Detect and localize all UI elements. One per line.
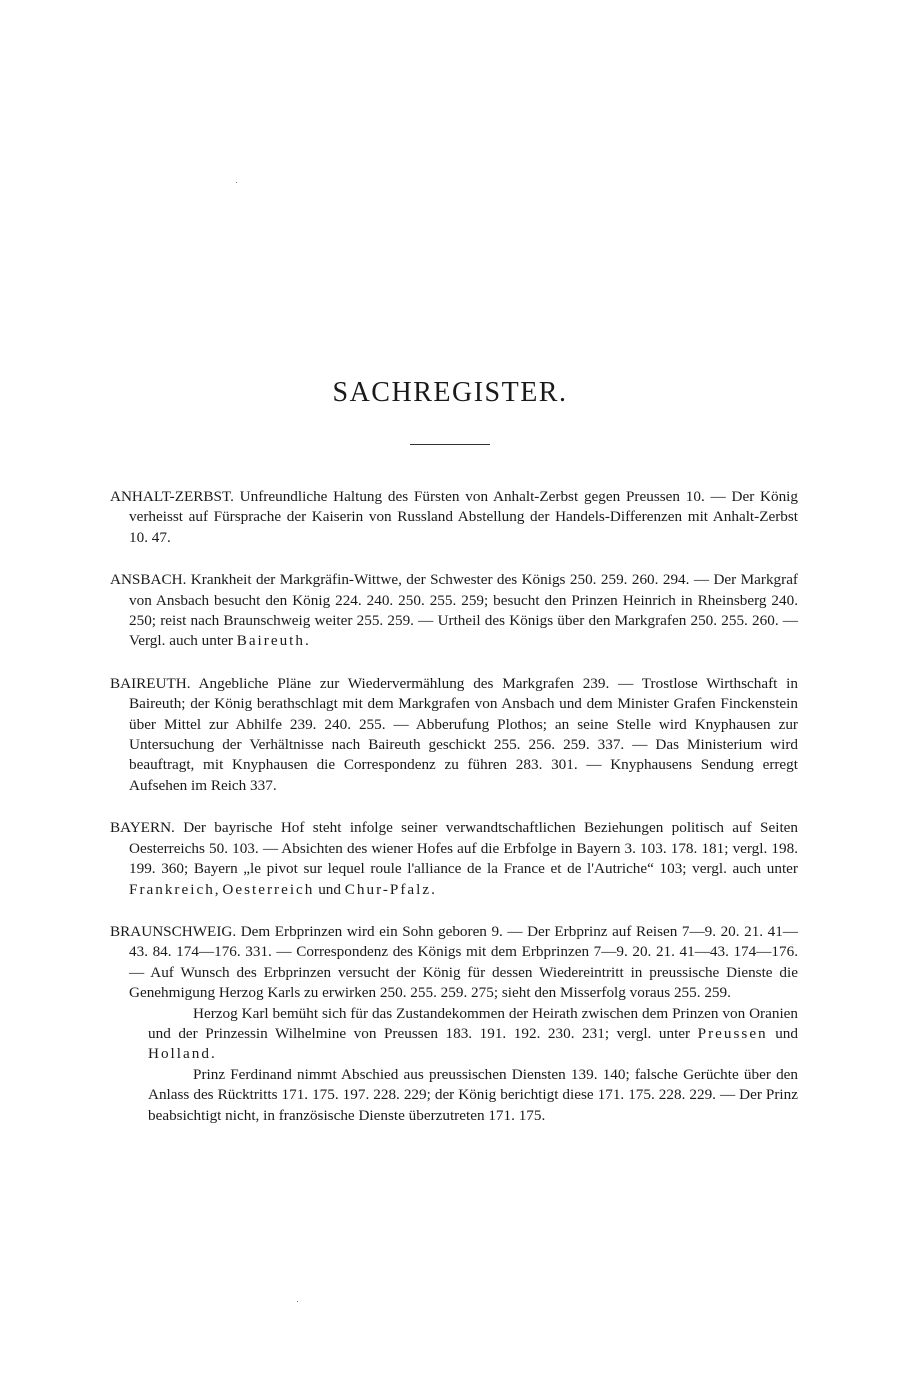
- entry-heading: ANSBACH.: [110, 571, 187, 589]
- register-entry-bayern: [110, 818, 798, 900]
- entry-text: Angebliche Pläne zur Wiedervermählung des Markgrafen 239. — Trostlose Wirthschaft in Baireuth; der König berathschlagt mit dem Markgrafen von Ansbach und dem Minister Grafen Finckenstein über Mittel zur Abhilfe 239. 240. 255. — Abberufung Plothos; an seine Stelle wird Knyphausen zur Untersuchung der Verhältnisse nach Baireuth geschickt 255. 256. 259. 337. — Das Ministerium wird beauftragt, mit Knyphausen die Correspondenz zu führen 283. 301. — Knyphausens Sendung erregt Aufsehen im Reich 337.: [129, 674, 798, 794]
- entry-subparagraph: [129, 1004, 798, 1065]
- entry-text: und: [767, 1024, 798, 1042]
- entry-heading: BAYERN.: [110, 819, 175, 837]
- cross-reference: Holland: [148, 1045, 211, 1063]
- register-entries: [110, 487, 798, 1126]
- entry-heading: BAIREUTH.: [110, 674, 191, 692]
- entry-main-paragraph: [110, 922, 798, 1004]
- register-entry-anhalt-zerbst: [110, 487, 798, 548]
- entry-text: Krankheit der Markgräfin-Wittwe, der Schwester des Königs 250. 259. 260. 294. — Der Markgraf von Ansbach besucht den König 224. 240. 250. 255. 259; besucht den Prinzen Heinrich in Rheinsberg 240. 250; reist nach Braunschweig weiter 255. 259. — Urtheil des Königs über den Markgrafen 250. 255. 260. — Vergl. auch unter: [129, 571, 798, 650]
- entry-text: und: [314, 880, 345, 898]
- cross-reference: Oesterreich: [222, 880, 315, 898]
- entry-text: Der bayrische Hof steht infolge seiner verwandtschaftlichen Beziehungen politisch auf Seiten Oesterreichs 50. 103. — Absichten des wiener Hofes auf die Erbfolge in Bayern 3. 103. 178. 181; vergl. 198. 199. 360; Bayern „le pivot sur lequel roule l'alliance de la France et de l'Autriche“ 103; vergl. auch unter: [129, 819, 798, 878]
- entry-text: .: [210, 1045, 215, 1063]
- entry-text: .: [431, 880, 435, 898]
- register-entry-braunschweig: [110, 922, 798, 1126]
- entry-text: Prinz Ferdinand nimmt Abschied aus preussischen Diensten 139. 140; falsche Gerüchte über den Anlass des Rücktritts 171. 175. 197. 228. 229; der König berichtigt diese 171. 175. 228. 229. — Der Prinz beabsichtigt nicht, in französische Dienste überzutreten 171. 175.: [148, 1065, 798, 1124]
- entry-heading: BRAUNSCHWEIG.: [110, 922, 237, 940]
- entry-heading: ANHALT-ZERBST.: [110, 488, 234, 505]
- entry-text: Unfreundliche Haltung des Fürsten von Anhalt-Zerbst gegen Preussen 10. — Der König verheisst auf Fürsprache der Kaiserin von Russland Abstellung der Handels-Differenzen mit Anhalt-Zerbst 10. 47.: [129, 488, 798, 546]
- cross-reference: Baireuth: [236, 632, 305, 650]
- page-title: SACHREGISTER.: [332, 377, 568, 408]
- entry-subparagraph: [129, 1065, 798, 1126]
- cross-reference: Preussen: [697, 1024, 768, 1042]
- paper-speck: [297, 1301, 298, 1302]
- register-entry-baireuth: [110, 674, 798, 796]
- entry-text: Herzog Karl bemüht sich für das Zustandekommen der Heirath zwischen dem Prinzen von Oranien und der Prinzessin Wilhelmine von Preussen 183. 191. 192. 230. 231; vergl. unter: [148, 1004, 798, 1042]
- register-entry-ansbach: [110, 570, 798, 652]
- paper-speck: [236, 182, 237, 183]
- title-divider: [410, 444, 490, 445]
- cross-reference: Frankreich: [129, 880, 215, 898]
- cross-reference: Chur-Pfalz: [344, 880, 432, 898]
- entry-text: Dem Erbprinzen wird ein Sohn geboren 9. — Der Erbprinz auf Reisen 7—9. 20. 21. 41—43. 84. 174—176. 331. — Correspondenz des Königs mit dem Erbprinzen 7—9. 20. 21. 41—43. 174—176. — Auf Wunsch des Erbprinzen versucht der König für dessen Wiedereintritt in preussische Dienste die Genehmigung Herzog Karls zu erwirken 250. 255. 259. 275; sieht den Misserfolg voraus 255. 259.: [129, 922, 798, 1002]
- entry-text: ,: [214, 880, 223, 898]
- entry-text: .: [304, 632, 309, 650]
